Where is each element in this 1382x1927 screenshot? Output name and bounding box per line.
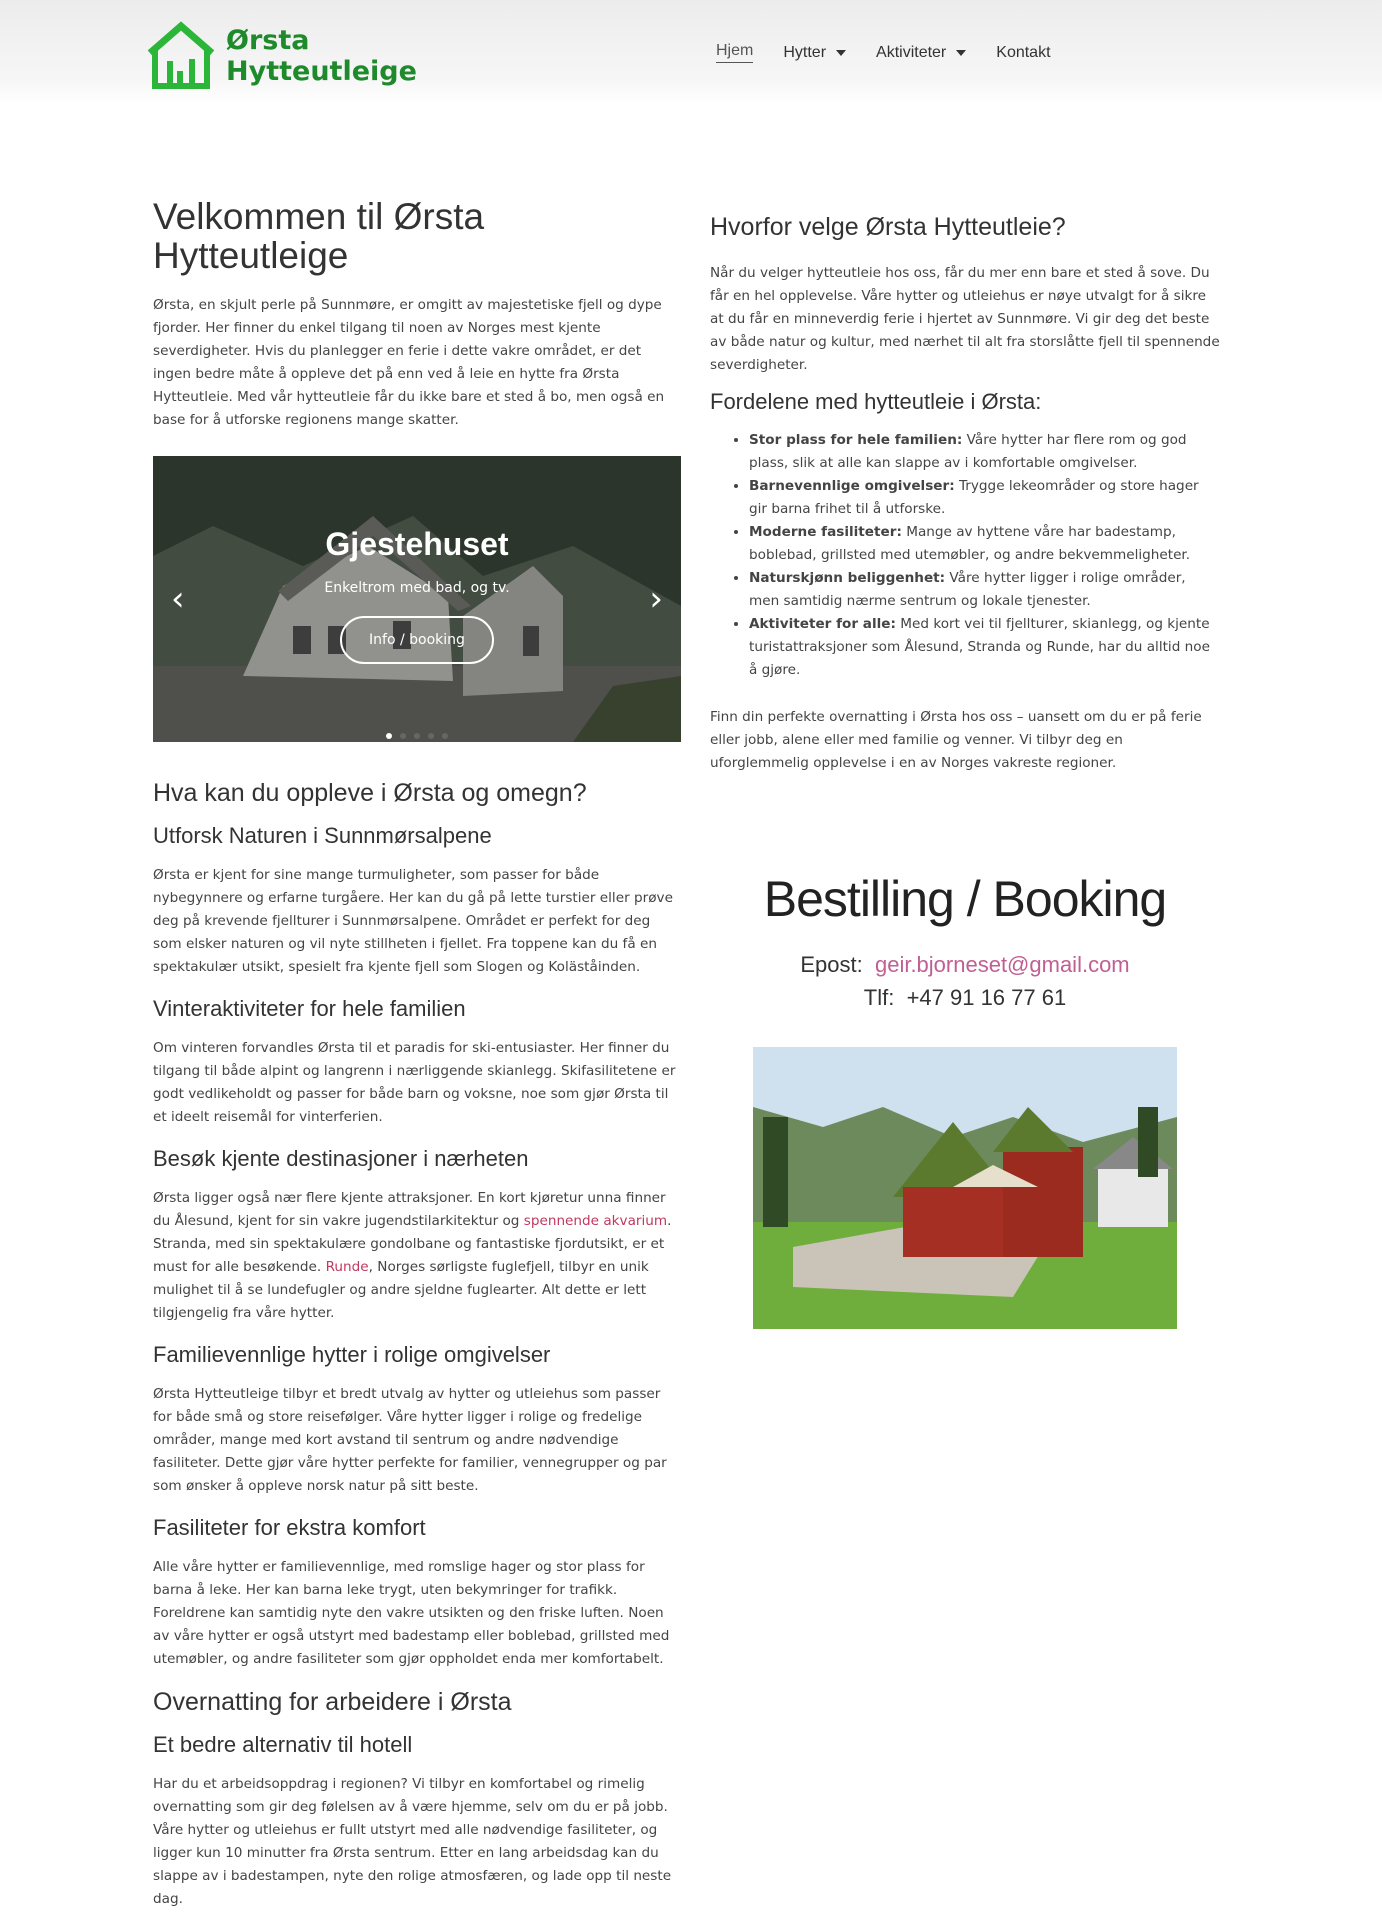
nav-activities[interactable] [876, 44, 966, 62]
logo-line2: Hytteutleige [226, 56, 417, 87]
slider-dots [153, 724, 681, 742]
slider-dot[interactable] [428, 733, 434, 739]
benefit-bold: Moderne fasiliteter: [749, 524, 902, 540]
nature-title: Utforsk Naturen i Sunnmørsalpene [153, 823, 492, 848]
benefit-text: Våre hytter ligger i rolige områder, men samtidig nærme sentrum og lokale tjenester. [749, 570, 1186, 609]
house-logo-icon [146, 21, 216, 91]
benefit-bold: Naturskjønn beliggenhet: [749, 570, 946, 586]
family-title: Familievennlige hytter i rolige omgivelser [153, 1342, 551, 1367]
slider-dot[interactable] [414, 733, 420, 739]
email-label: Epost: [800, 952, 863, 977]
logo-text [226, 25, 417, 87]
benefits-list [710, 429, 1220, 682]
phone-label: Tlf: [863, 985, 895, 1010]
benefit-bold: Barnevennlige omgivelser: [749, 478, 955, 494]
welcome-title: Velkommen til Ørsta Hytteutleige [153, 196, 485, 276]
site-logo[interactable] [146, 20, 426, 92]
destinations-text-part: Ørsta ligger også nær flere kjente attraksjoner. En kort kjøretur unna finner du Ålesund, kjent for sin vakre jugendstilarkitektur og [153, 1190, 666, 1229]
benefit-bold: Stor plass for hele familien: [749, 432, 963, 448]
booking-phone-line [710, 985, 1220, 1011]
benefit-text: Trygge lekeområder og store hager gir barna frihet til å utforske. [749, 478, 1199, 517]
info-booking-button[interactable]: Info / booking [340, 616, 494, 664]
phone-number[interactable]: +47 91 16 77 61 [906, 985, 1067, 1010]
workers-subtitle: Et bedre alternativ til hotell [153, 1732, 413, 1757]
benefit-bold: Aktiviteter for alle: [749, 616, 896, 632]
experience-title: Hva kan du oppleve i Ørsta og omegn? [153, 779, 587, 807]
why-text: Når du velger hytteutleie hos oss, får du mer enn bare et sted å sove. Du får en hel opplevelse. Våre hytter og utleiehus er nøye utvalgt for å sikre at du får en minneverdig ferie i hjertet av Sunnmøre. Vi gir deg det beste av både natur og kultur, med nærhet til alt fra storslåtte fjell til spennende severdigheter. [710, 265, 1220, 373]
workers-title: Overnatting for arbeidere i Ørsta [153, 1688, 512, 1716]
runde-link[interactable]: Runde [325, 1259, 369, 1275]
nav-activities-label: Aktiviteter [876, 43, 947, 61]
slider-dot[interactable] [400, 733, 406, 739]
nav-cabins-label: Hytter [783, 43, 827, 61]
site-header [0, 0, 1382, 104]
guesthouse-photo [153, 456, 681, 742]
chevron-right-icon[interactable]: › [649, 579, 663, 619]
main-nav [716, 42, 1081, 63]
comfort-title: Fasiliteter for ekstra komfort [153, 1515, 426, 1540]
nav-cabins[interactable] [783, 44, 846, 62]
list-item [749, 521, 1220, 567]
slider-dot[interactable] [386, 733, 392, 739]
benefits-title: Fordelene med hytteutleie i Ørsta: [710, 389, 1042, 414]
left-column [153, 197, 683, 1927]
slide-title: Gjestehuset [325, 526, 509, 562]
chevron-left-icon[interactable]: ‹ [171, 579, 185, 619]
list-item [749, 567, 1220, 613]
cabin-photo [753, 1047, 1177, 1329]
slider-dot[interactable] [442, 733, 448, 739]
nav-contact[interactable]: Kontakt [996, 43, 1051, 61]
winter-text: Om vinteren forvandles Ørsta til et paradis for ski-entusiaster. Her finner du tilgang til både alpint og langrenn i nærliggende skianlegg. Skifasilitetene er godt vedlikeholdt og passer for både barn og voksne, noe som gjør Ørsta til et ideelt reisemål for vinterferien. [153, 1040, 676, 1125]
list-item [749, 429, 1220, 475]
destinations-text [153, 1187, 683, 1325]
chevron-down-icon [836, 50, 846, 56]
why-closing-text: Finn din perfekte overnatting i Ørsta hos oss – uansett om du er på ferie eller jobb, alene eller med familie og venner. Vi tilbyr deg en uforglemmelig opplevelse i en av Norges vakreste regioner. [710, 709, 1202, 771]
destinations-text-part: . Stranda, med sin spektakulære gondolbane og fantastiske fjordutsikt, er et must for alle besøkende. [153, 1213, 672, 1275]
nav-home[interactable]: Hjem [716, 42, 753, 63]
benefit-text: Mange av hyttene våre har badestamp, boblebad, grillsted med utemøbler, og andre bekvemmeligheter. [749, 524, 1191, 563]
family-text: Ørsta Hytteutleige tilbyr et bredt utvalg av hytter og utleiehus som passer for både små og store reisefølger. Våre hytter ligger i rolige og fredelige områder, mange med kort avstand til sentrum og andre nødvendige fasiliteter. Dette gjør våre hytter perfekte for familier, vennegrupper og par som ønsker å oppleve norsk natur på sitt beste. [153, 1386, 667, 1494]
welcome-text: Ørsta, en skjult perle på Sunnmøre, er omgitt av majestetiske fjell og dype fjorder. Her finner du enkel tilgang til noen av Norges mest kjente severdigheter. Hvis du planlegger en ferie i dette vakre området, er det ingen bedre måte å oppleve det på enn ved å leie en hytte fra Ørsta Hytteutleie. Med vår hytteutleie får du ikke bare et sted å bo, men også en base for å utforske regionens mange skatter. [153, 297, 665, 428]
list-item [749, 613, 1220, 682]
right-column [710, 212, 1220, 791]
destinations-title: Besøk kjente destinasjoner i nærheten [153, 1146, 529, 1171]
email-link[interactable]: geir.bjorneset@gmail.com [874, 952, 1130, 977]
why-title: Hvorfor velge Ørsta Hytteutleie? [710, 213, 1066, 241]
list-item [749, 475, 1220, 521]
winter-title: Vinteraktiviteter for hele familien [153, 996, 466, 1021]
slide-subtitle: Enkeltrom med bad, og tv. [324, 580, 510, 596]
logo-line1: Ørsta [226, 25, 310, 56]
aquarium-link[interactable]: spennende akvarium [523, 1213, 668, 1229]
booking-title: Bestilling / Booking [763, 871, 1167, 927]
destinations-text-part: , Norges sørligste fuglefjell, tilbyr en unik mulighet til å se lundefugler og andre sjeldne fuglearter. Alt dette er lett tilgjengelig fra våre hytter. [153, 1259, 649, 1321]
workers-text: Har du et arbeidsoppdrag i regionen? Vi tilbyr en komfortabel og rimelig overnatting som gir deg følelsen av å være hjemme, selv om du er på jobb. Våre hytter og utleiehus er fullt utstyrt med alle nødvendige fasiliteter, og ligger kun 10 minutter fra Ørsta sentrum. Etter en lang arbeidsdag kan du slappe av i badestampen, nyte den rolige atmosfæren, og lade opp til neste dag. [153, 1776, 672, 1907]
benefit-text: Med kort vei til fjellturer, skianlegg, og kjente turistattraksjoner som Ålesund, Stranda og Runde, har du alltid noe å gjøre. [749, 616, 1210, 678]
comfort-text: Alle våre hytter er familievennlige, med romslige hager og stor plass for barna å leke. Her kan barna leke trygt, uten bekymringer for trafikk. Foreldrene kan samtidig nyte den vakre utsikten og den friske luften. Noen av våre hytter er også utstyrt med badestamp eller boblebad, grillsted med utemøbler, og andre fasiliteter som gjør oppholdet enda mer komfortabelt. [153, 1559, 670, 1667]
chevron-down-icon [956, 50, 966, 56]
booking-email-line [710, 952, 1220, 978]
benefit-text: Våre hytter har flere rom og god plass, slik at alle kan slappe av i komfortable omgivelser. [749, 432, 1187, 471]
nature-text: Ørsta er kjent for sine mange turmuligheter, som passer for både nybegynnere og erfarne turgåere. Her kan du gå på lette turstier eller prøve deg på krevende fjellturer i Sunnmørsalpene. Området er perfekt for deg som elsker naturen og vil nyte stillheten i fjellet. Fra toppene kan du få en spektakulær utsikt, spesielt fra kjente fjell som Slogen og Koläståinden. [153, 867, 673, 975]
image-slider[interactable] [153, 456, 681, 742]
